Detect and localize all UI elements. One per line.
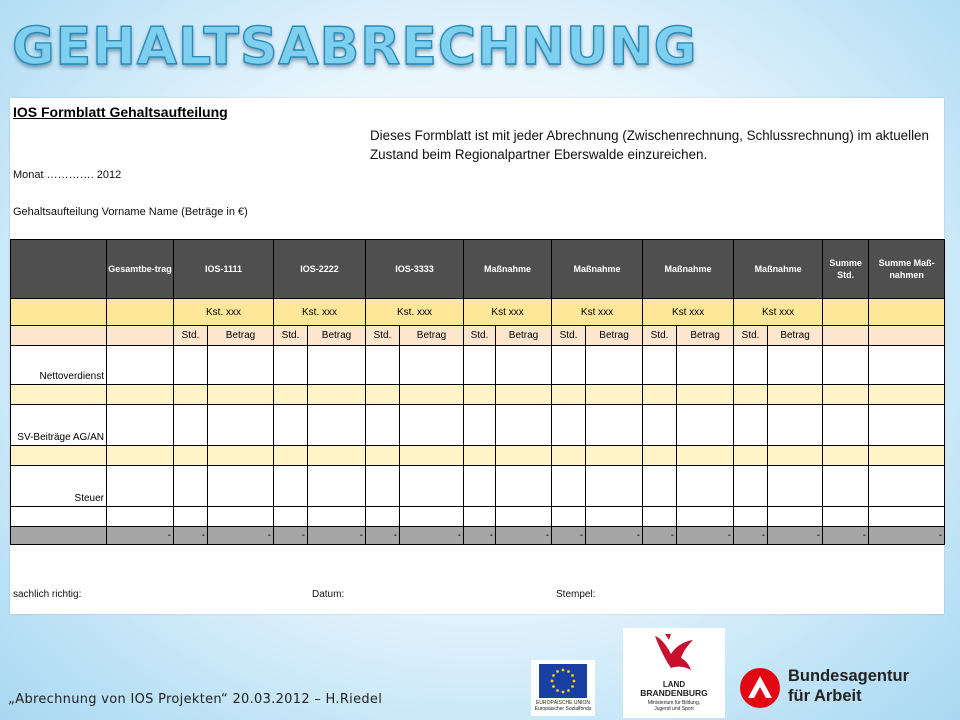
table-cell	[107, 446, 174, 466]
table-cell[interactable]	[464, 405, 496, 446]
table-cell	[11, 527, 107, 545]
table-cell[interactable]	[677, 466, 734, 507]
table-cell	[496, 446, 552, 466]
table-cell	[208, 507, 274, 527]
header-blank	[11, 240, 107, 299]
table-cell	[643, 385, 677, 405]
table-cell[interactable]	[208, 466, 274, 507]
table-cell[interactable]	[496, 346, 552, 385]
std-header: Std.	[274, 326, 308, 346]
table-cell	[11, 446, 107, 466]
footer-text: „Abrechnung von IOS Projekten“ 20.03.2012 – H.Riedel	[8, 692, 383, 707]
table-cell[interactable]	[274, 346, 308, 385]
table-cell[interactable]	[174, 346, 208, 385]
table-cell[interactable]	[208, 346, 274, 385]
eu-logo-text	[531, 700, 595, 712]
sum-row	[11, 527, 945, 545]
datum-label: Datum:	[312, 589, 345, 600]
table-cell	[552, 507, 586, 527]
ba-name	[788, 666, 909, 706]
header-ios-1111: IOS-1111	[174, 240, 274, 299]
table-cell	[11, 385, 107, 405]
table-cell[interactable]	[586, 466, 643, 507]
table-cell[interactable]	[552, 405, 586, 446]
table-cell	[677, 385, 734, 405]
table-cell[interactable]	[464, 346, 496, 385]
header-gesamtbetrag: Gesamtbe-trag	[107, 240, 174, 299]
eagle-icon	[647, 632, 701, 676]
table-cell[interactable]	[734, 405, 768, 446]
kst-cell: Kst. xxx	[174, 299, 274, 326]
table-cell	[677, 446, 734, 466]
table-cell	[586, 446, 643, 466]
table-cell	[274, 507, 308, 527]
table-cell	[11, 507, 107, 527]
eu-line2: Europäischer Sozialfonds	[534, 706, 592, 712]
table-cell	[308, 446, 366, 466]
table-cell	[208, 385, 274, 405]
table-cell	[274, 385, 308, 405]
table-cell	[496, 385, 552, 405]
kostenstelle-row	[11, 299, 945, 326]
salary-allocation-table	[10, 239, 945, 545]
ba-line2: für Arbeit	[788, 687, 862, 705]
row-label-sv-beitraege: SV-Beiträge AG/AN	[11, 405, 107, 446]
table-cell	[768, 507, 823, 527]
table-cell	[308, 507, 366, 527]
eu-flag-icon	[539, 664, 587, 698]
sum-cell: -	[308, 527, 366, 545]
betrag-header: Betrag	[400, 326, 464, 346]
table-cell	[174, 507, 208, 527]
table-cell[interactable]	[552, 346, 586, 385]
sum-cell: -	[366, 527, 400, 545]
table-cell[interactable]	[643, 466, 677, 507]
header-massnahme-4: Maßnahme	[734, 240, 823, 299]
month-field: Monat …………. 2012	[13, 169, 122, 181]
table-cell[interactable]	[643, 346, 677, 385]
form-instructions: Dieses Formblatt ist mit jeder Abrechnung (Zwischenrechnung, Schlussrechnung) im aktuellen Zustand beim Regionalpartner Eberswalde einzureichen.	[370, 128, 929, 162]
table-cell[interactable]	[366, 346, 400, 385]
table-cell	[586, 385, 643, 405]
table-cell[interactable]	[586, 346, 643, 385]
table-cell[interactable]	[496, 405, 552, 446]
table-cell[interactable]	[768, 466, 823, 507]
table-cell[interactable]	[869, 466, 945, 507]
header-row	[11, 240, 945, 299]
table-cell	[107, 385, 174, 405]
bb-line1: LAND	[662, 680, 686, 689]
kst-cell: Kst xxx	[464, 299, 552, 326]
kst-cell: Kst xxx	[734, 299, 823, 326]
table-cell[interactable]	[823, 405, 869, 446]
nettoverdienst-row	[11, 346, 945, 385]
subheader-row	[11, 326, 945, 346]
sum-cell: -	[174, 527, 208, 545]
header-massnahme-2: Maßnahme	[552, 240, 643, 299]
sum-cell: -	[869, 527, 945, 545]
eu-line1: EUROPÄISCHE UNION	[536, 700, 590, 706]
eu-logo	[531, 660, 595, 716]
table-cell[interactable]	[208, 405, 274, 446]
table-cell[interactable]	[107, 466, 174, 507]
sum-cell: -	[552, 527, 586, 545]
header-massnahme-3: Maßnahme	[643, 240, 734, 299]
sum-cell: -	[274, 527, 308, 545]
table-cell	[869, 299, 945, 326]
table-cell	[869, 385, 945, 405]
header-ios-3333: IOS-3333	[366, 240, 464, 299]
table-cell	[869, 446, 945, 466]
table-cell[interactable]	[308, 466, 366, 507]
spacer-row	[11, 446, 945, 466]
table-cell	[274, 446, 308, 466]
table-cell	[586, 507, 643, 527]
table-cell	[823, 385, 869, 405]
table-cell[interactable]	[823, 466, 869, 507]
slide-title: GEHALTSABRECHNUNG	[12, 17, 698, 77]
stempel-label: Stempel:	[556, 589, 596, 600]
table-cell	[400, 446, 464, 466]
header-summe-std: Summe Std.	[823, 240, 869, 299]
std-header: Std.	[464, 326, 496, 346]
table-cell[interactable]	[366, 405, 400, 446]
table-cell[interactable]	[869, 405, 945, 446]
table-cell	[823, 299, 869, 326]
sum-cell: -	[400, 527, 464, 545]
table-cell[interactable]	[496, 466, 552, 507]
kst-cell: Kst. xxx	[274, 299, 366, 326]
table-cell[interactable]	[823, 346, 869, 385]
bb-line2: BRANDENBURG	[640, 688, 708, 698]
ba-line1: Bundesagentur	[788, 667, 910, 685]
form-title: IOS Formblatt Gehaltsaufteilung	[13, 104, 228, 120]
table-cell	[308, 385, 366, 405]
table-cell[interactable]	[400, 405, 464, 446]
std-header: Std.	[734, 326, 768, 346]
table-cell	[366, 446, 400, 466]
table-cell[interactable]	[869, 346, 945, 385]
table-cell	[552, 446, 586, 466]
table-cell	[823, 326, 869, 346]
betrag-header: Betrag	[208, 326, 274, 346]
table-cell	[107, 299, 174, 326]
table-cell	[734, 507, 768, 527]
table-cell	[366, 385, 400, 405]
spacer-row	[11, 385, 945, 405]
sv-beitraege-row	[11, 405, 945, 446]
form-subtitle: Gehaltsaufteilung Vorname Name (Beträge in €)	[13, 206, 248, 218]
sum-cell: -	[823, 527, 869, 545]
table-cell[interactable]	[366, 466, 400, 507]
table-cell	[174, 385, 208, 405]
table-cell[interactable]	[677, 346, 734, 385]
table-cell[interactable]	[400, 466, 464, 507]
kst-cell: Kst xxx	[552, 299, 643, 326]
table-cell[interactable]	[464, 466, 496, 507]
table-cell	[734, 385, 768, 405]
table-cell	[464, 446, 496, 466]
std-header: Std.	[174, 326, 208, 346]
table-cell	[643, 507, 677, 527]
header-ios-2222: IOS-2222	[274, 240, 366, 299]
table-cell	[677, 507, 734, 527]
kst-cell: Kst xxx	[643, 299, 734, 326]
table-cell	[11, 299, 107, 326]
table-cell[interactable]	[643, 405, 677, 446]
spacer-row	[11, 507, 945, 527]
betrag-header: Betrag	[768, 326, 823, 346]
table-cell	[823, 446, 869, 466]
table-cell	[768, 446, 823, 466]
ba-arrow-icon	[740, 668, 780, 708]
bb-ministry: Ministerium für Bildung, Jugend und Sport	[647, 700, 701, 712]
sum-cell: -	[107, 527, 174, 545]
sum-cell: -	[208, 527, 274, 545]
table-cell[interactable]	[734, 346, 768, 385]
std-header: Std.	[366, 326, 400, 346]
table-cell	[464, 507, 496, 527]
sum-cell: -	[768, 527, 823, 545]
brandenburg-logo	[623, 628, 725, 718]
table-cell	[552, 385, 586, 405]
table-cell[interactable]	[734, 466, 768, 507]
table-cell[interactable]	[768, 346, 823, 385]
table-cell[interactable]	[586, 405, 643, 446]
row-label-nettoverdienst: Nettoverdienst	[11, 346, 107, 385]
table-cell[interactable]	[274, 405, 308, 446]
sum-cell: -	[677, 527, 734, 545]
header-summe-massnahmen: Summe Maß-nahmen	[869, 240, 945, 299]
kst-cell: Kst. xxx	[366, 299, 464, 326]
table-cell	[496, 507, 552, 527]
betrag-header: Betrag	[677, 326, 734, 346]
table-cell	[107, 326, 174, 346]
table-cell[interactable]	[174, 466, 208, 507]
sachlich-richtig-label: sachlich richtig:	[13, 589, 82, 600]
table-cell[interactable]	[107, 405, 174, 446]
table-cell[interactable]	[552, 466, 586, 507]
table-cell[interactable]	[107, 346, 174, 385]
steuer-row	[11, 466, 945, 507]
table-cell[interactable]	[768, 405, 823, 446]
row-label-steuer: Steuer	[11, 466, 107, 507]
sum-cell: -	[496, 527, 552, 545]
betrag-header: Betrag	[308, 326, 366, 346]
sum-cell: -	[734, 527, 768, 545]
table-cell	[366, 507, 400, 527]
bundesagentur-logo	[738, 664, 938, 716]
table-cell	[768, 385, 823, 405]
table-cell	[869, 326, 945, 346]
table-cell	[869, 507, 945, 527]
table-cell	[823, 507, 869, 527]
table-cell	[400, 385, 464, 405]
betrag-header: Betrag	[586, 326, 643, 346]
table-cell	[11, 326, 107, 346]
table-cell[interactable]	[274, 466, 308, 507]
form-sheet	[10, 98, 944, 614]
table-cell	[734, 446, 768, 466]
table-cell	[107, 507, 174, 527]
sum-cell: -	[643, 527, 677, 545]
table-cell	[643, 446, 677, 466]
header-massnahme-1: Maßnahme	[464, 240, 552, 299]
sum-cell: -	[464, 527, 496, 545]
sum-cell: -	[586, 527, 643, 545]
table-cell	[208, 446, 274, 466]
table-cell	[400, 507, 464, 527]
table-cell[interactable]	[308, 346, 366, 385]
table-cell[interactable]	[400, 346, 464, 385]
table-cell	[174, 446, 208, 466]
table-cell	[464, 385, 496, 405]
table-cell[interactable]	[677, 405, 734, 446]
betrag-header: Betrag	[496, 326, 552, 346]
std-header: Std.	[643, 326, 677, 346]
std-header: Std.	[552, 326, 586, 346]
table-cell[interactable]	[308, 405, 366, 446]
table-cell[interactable]	[174, 405, 208, 446]
